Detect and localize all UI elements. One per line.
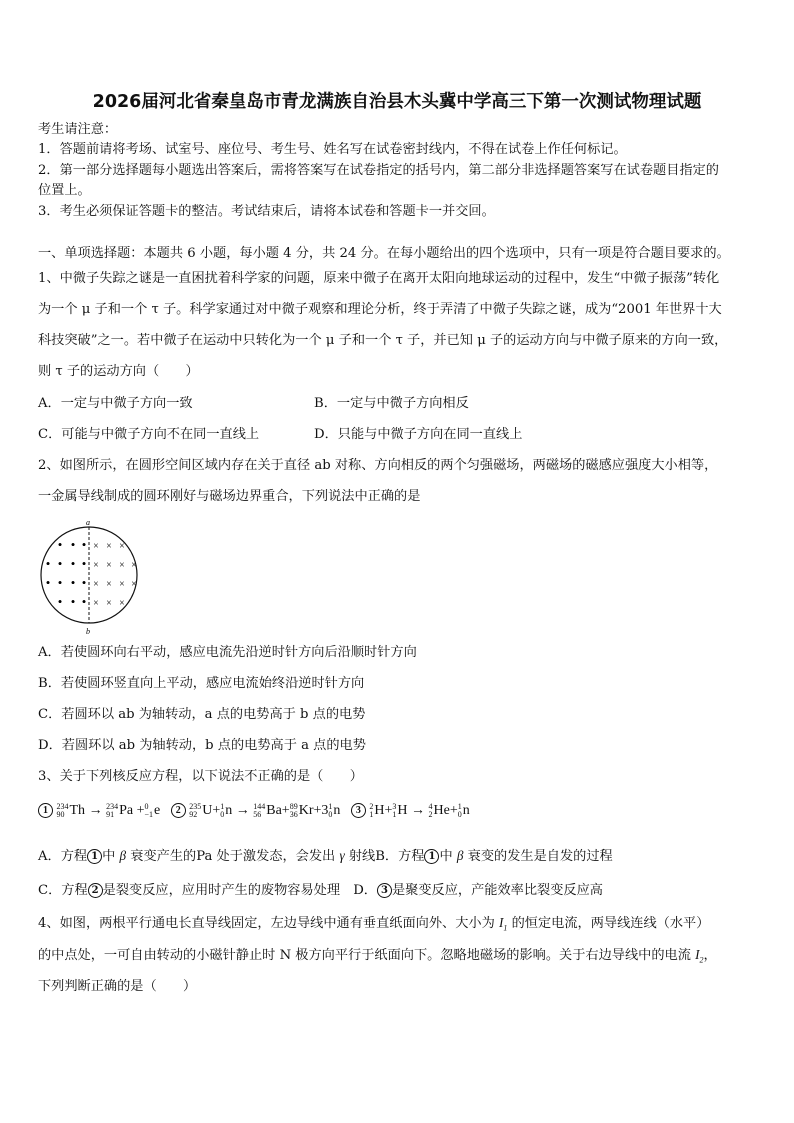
- section-heading: 一、单项选择题：本题共 6 小题，每小题 4 分，共 24 分。在每小题给出的四个选项中，只有一项是符合题目要求的。: [38, 246, 730, 261]
- q1-option-a[interactable]: A．一定与中微子方向一致: [38, 396, 193, 411]
- page-title: 2026届河北省秦皇岛市青龙满族自治县木头冀中学高三下第一次测试物理试题: [92, 92, 702, 112]
- q2-option-a[interactable]: A．若使圆环向右平动，感应电流先沿逆时针方向后沿顺时针方向: [38, 645, 417, 660]
- q2-option-c[interactable]: C．若圆环以 ab 为轴转动，a 点的电势高于 b 点的电势: [38, 707, 366, 722]
- label-a: a: [86, 518, 90, 527]
- field-dot: •: [81, 575, 87, 590]
- magnetic-field-figure: [36, 518, 146, 636]
- field-cross: ×: [131, 579, 137, 590]
- field-cross: ×: [93, 560, 99, 571]
- notice-item-3: 3．考生必须保证答题卡的整洁。考试结束后，请将本试卷和答题卡一并交回。: [38, 204, 495, 219]
- q1-option-c[interactable]: C．可能与中微子方向不在同一直线上: [38, 427, 260, 442]
- field-dot: •: [70, 556, 76, 571]
- q1-option-b[interactable]: B．一定与中微子方向相反: [314, 396, 469, 411]
- field-cross: ×: [93, 598, 99, 609]
- q1-line-1: 1、中微子失踪之谜是一直困扰着科学家的问题，原来中微子在离开太阳向地球运动的过程中，发生“中微子振荡”转化: [38, 271, 720, 286]
- field-cross: ×: [106, 541, 112, 552]
- field-dot: •: [70, 594, 76, 609]
- field-dot: •: [45, 575, 51, 590]
- q2-line-2: 一金属导线制成的圆环刚好与磁场边界重合，下列说法中正确的是: [38, 489, 421, 504]
- field-cross: ×: [119, 541, 125, 552]
- notice-item-2-cont: 位置上。: [38, 183, 91, 198]
- field-dot: •: [81, 537, 87, 552]
- field-dot: •: [45, 556, 51, 571]
- field-cross: ×: [119, 560, 125, 571]
- field-dot: •: [57, 537, 63, 552]
- field-dot: •: [81, 556, 87, 571]
- q1-option-d[interactable]: D．只能与中微子方向在同一直线上: [314, 427, 523, 442]
- q4-line-3: 下列判断正确的是（ ）: [38, 979, 197, 994]
- q2-line-1: 2、如图所示，在圆形空间区域内存在关于直径 ab 对称、方向相反的两个匀强磁场，两磁场的磁感应强度大小相等，: [38, 458, 718, 473]
- field-dot: •: [57, 575, 63, 590]
- field-cross: ×: [119, 598, 125, 609]
- dot-field-out: [46, 537, 87, 609]
- eq-num-2: 2: [171, 803, 186, 818]
- notice-item-2: 2．第一部分选择题每小题选出答案后，需将答案写在试卷指定的括号内，第二部分非选择题答案写在试卷题目指定的: [38, 163, 719, 178]
- field-dot: •: [57, 556, 63, 571]
- field-dot: •: [70, 537, 76, 552]
- q3-option-c-d[interactable]: C．方程 2 是裂变反应，应用时产生的废物容易处理 D． 3 是聚变反应，产能效率比裂变反应高: [38, 883, 603, 898]
- eq-num-3: 3: [351, 803, 366, 818]
- field-cross: ×: [93, 541, 99, 552]
- field-cross: ×: [131, 560, 137, 571]
- q3-stem: 3、关于下列核反应方程，以下说法不正确的是（ ）: [38, 769, 363, 784]
- field-dot: •: [70, 575, 76, 590]
- q1-line-4: 则 τ 子的运动方向（ ）: [38, 364, 199, 379]
- notice-heading: 考生请注意：: [38, 122, 118, 137]
- eq-num-1: 1: [38, 803, 53, 818]
- notice-item-1: 1．答题前请将考场、试室号、座位号、考生号、姓名写在试卷密封线内，不得在试卷上作任何标记。: [38, 142, 627, 157]
- q2-option-b[interactable]: B．若使圆环竖直向上平动，感应电流始终沿逆时针方向: [38, 676, 365, 691]
- q3-option-a-b[interactable]: A．方程 1 中 β 衰变产生的Pa 处于激发态，会发出 γ 射线B．方程 1 中 β 衰变的发生是自发的过程: [38, 848, 613, 864]
- field-dot: •: [81, 594, 87, 609]
- field-cross: ×: [106, 579, 112, 590]
- label-b: b: [86, 627, 90, 636]
- field-dot: •: [57, 594, 63, 609]
- field-cross: ×: [106, 560, 112, 571]
- q1-line-3: 科技突破”之一。若中微子在运动中只转化为一个 μ 子和一个 τ 子，并已知 μ 子的运动方向与中微子原来的方向一致，: [38, 333, 728, 348]
- q1-line-2: 为一个 μ 子和一个 τ 子。科学家通过对中微子观察和理论分析，终于弄清了中微子失踪之谜，成为“2001 年世界十大: [38, 302, 722, 317]
- field-cross: ×: [93, 579, 99, 590]
- q2-option-d[interactable]: D．若圆环以 ab 为轴转动，b 点的电势高于 a 点的电势: [38, 738, 366, 753]
- field-cross: ×: [119, 579, 125, 590]
- field-cross: ×: [106, 598, 112, 609]
- q4-line-1: 4、如图，两根平行通电长直导线固定，左边导线中通有垂直纸面向外、大小为 $I_1$ 的恒定电流，两导线连线（水平）: [38, 915, 710, 933]
- q4-line-2: 的中点处，一可自由转动的小磁针静止时 N 极方向平行于纸面向下。忽略地磁场的影响。关于右边导线中的电流 $I_2$，: [38, 947, 717, 965]
- q3-equations: 1 234 90 Th → 234 91 Pa + 0 −1 e 2 235 92 U+ 1 0 n → 144 56 Ba+ 89 36 Kr+3 1 0 n 3 2 1 H+ 3 1 H → 4 2 He+ 1 0 n: [38, 803, 470, 819]
